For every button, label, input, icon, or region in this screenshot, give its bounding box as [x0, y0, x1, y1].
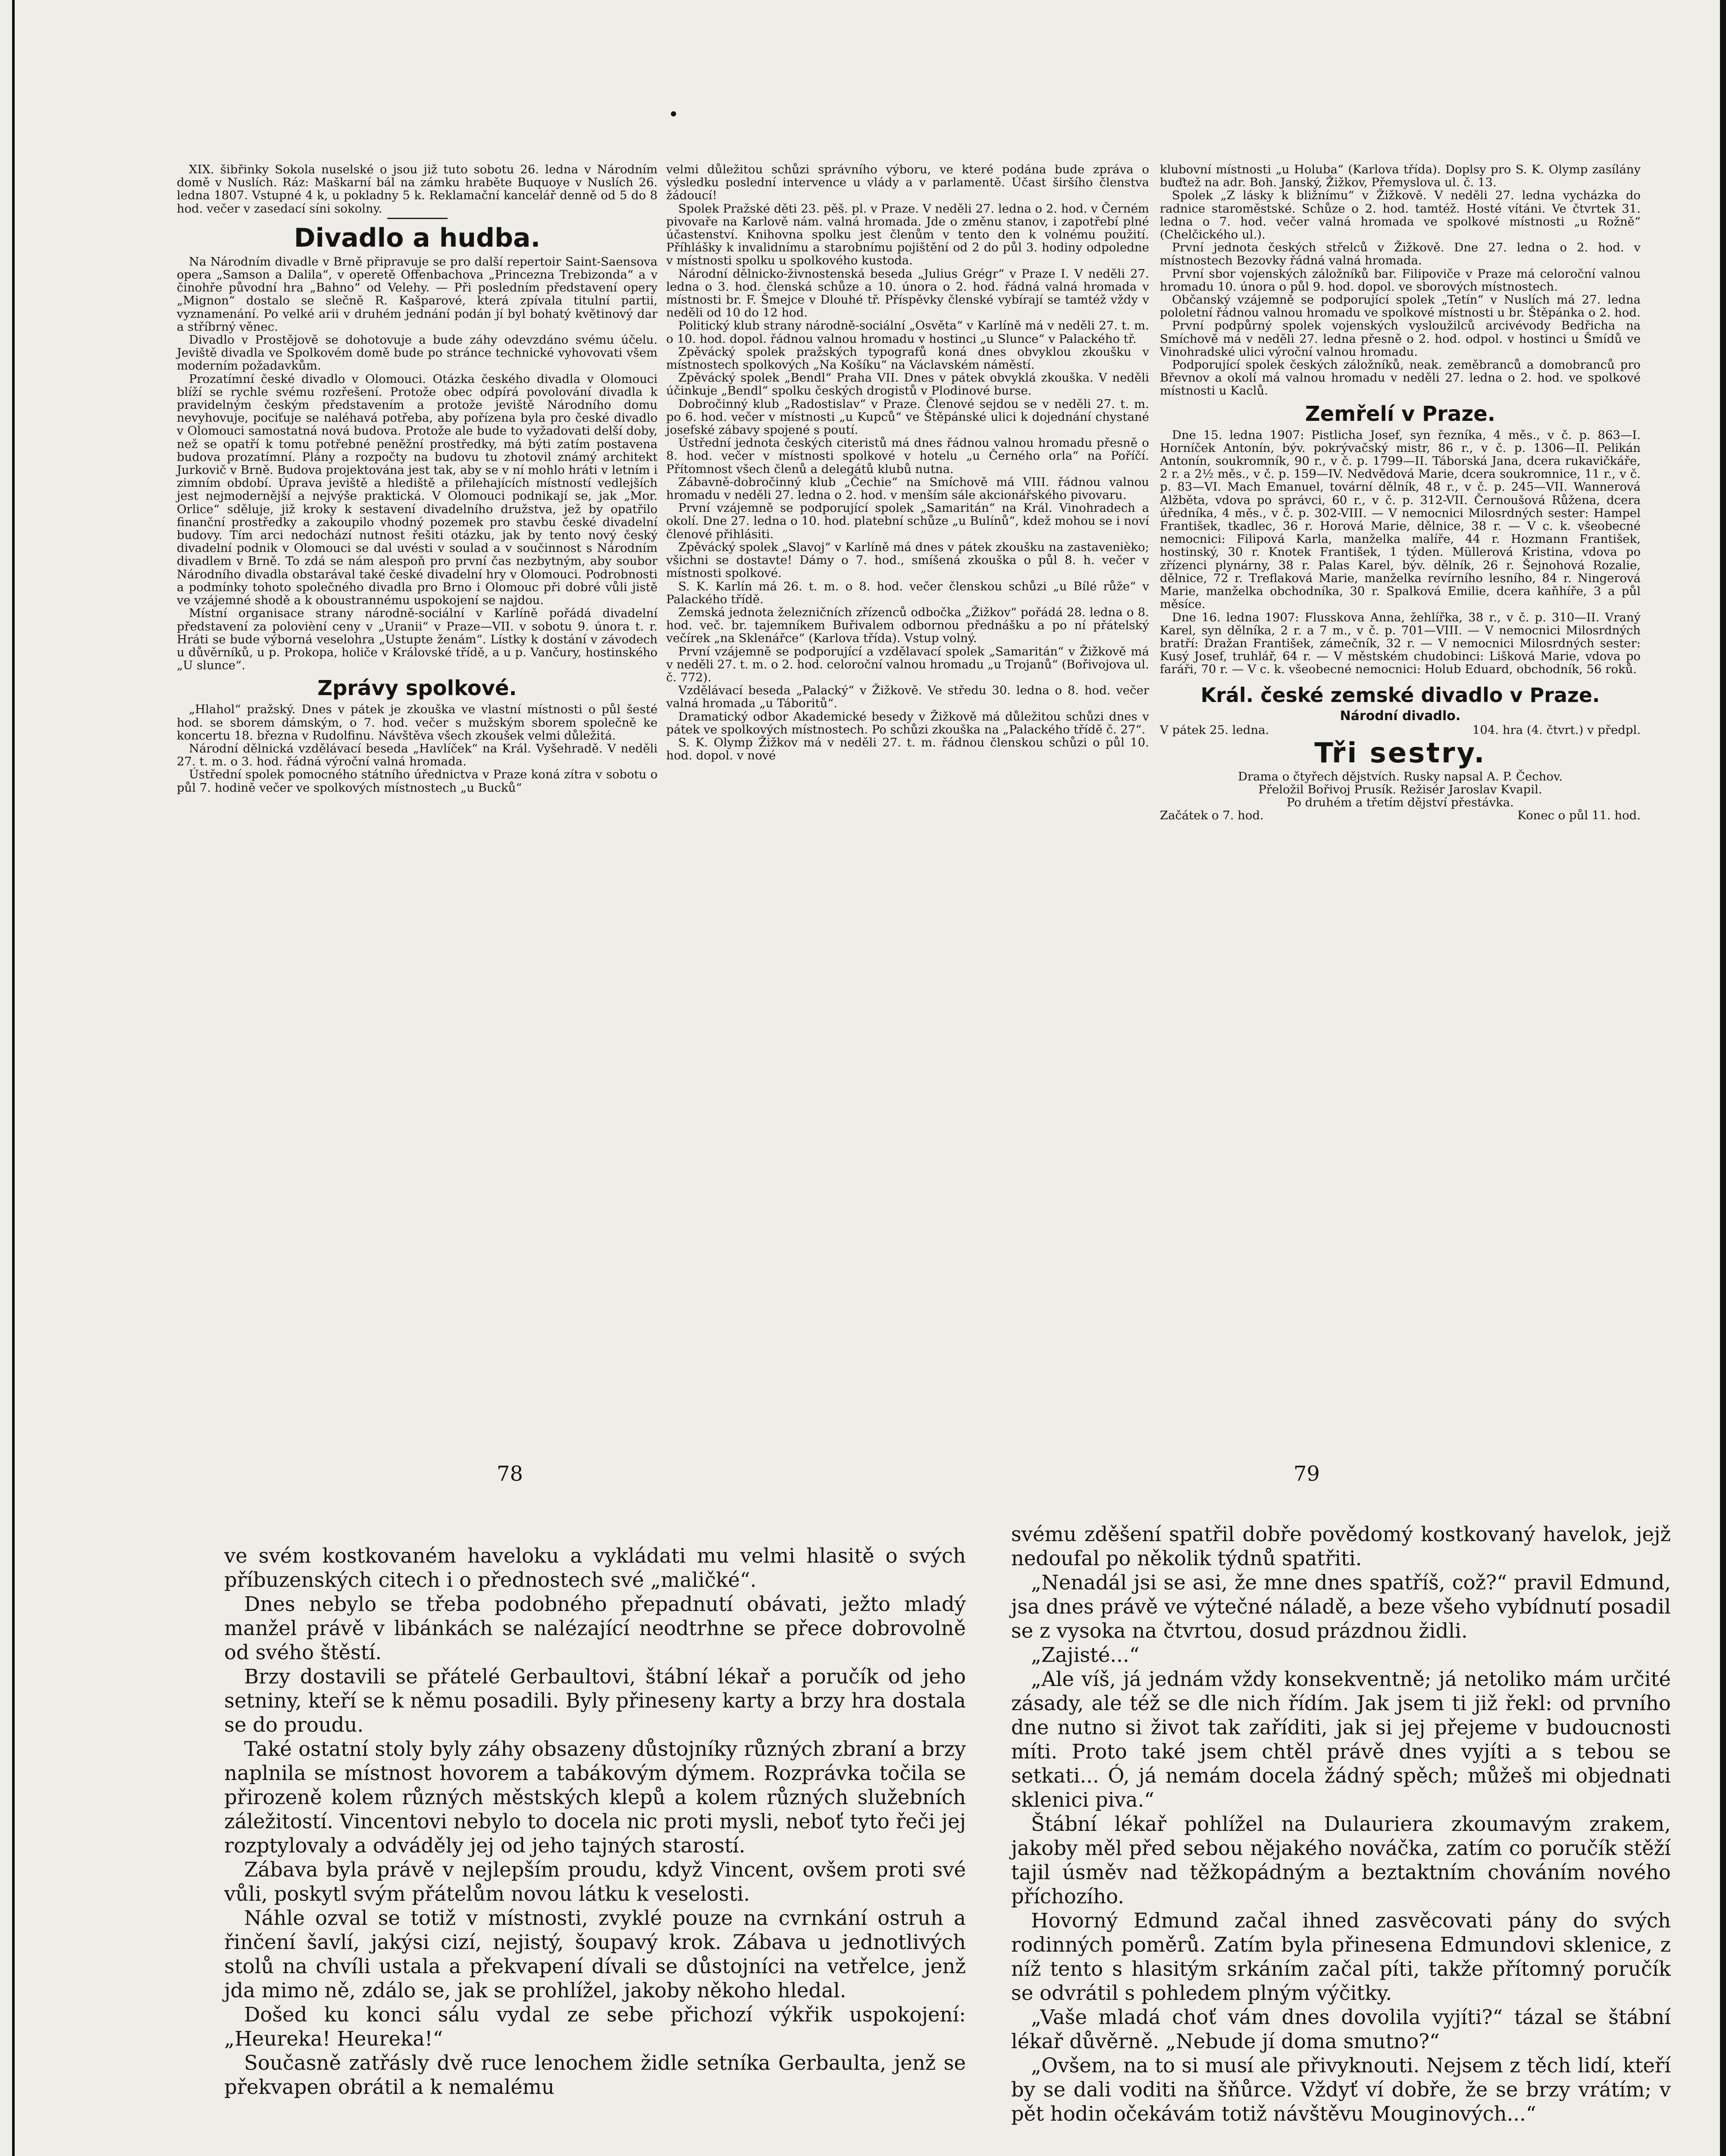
heading-zemreli: Zemřelí v Praze. [1305, 401, 1496, 426]
story-column-right [1011, 1522, 1671, 2126]
column-2 [666, 163, 1149, 762]
heading-zpravy-spolkove: Zprávy spolkové. [317, 676, 517, 701]
deaths-16-january: Dne 16. ledna 1907: Flusskova Anna, žehlířka, 38 r., v č. p. 310—II. Vraný Karel, syn dělníka, 2 r. a 7 m., v č. p. 701—VIII. — V nemocnici Milosrdných bratří: Dražan František, zámečník, 32 r. — V nemocnici Milosrdných sester: Kusý Josef, truhlář, 64 r. — V městském chudobinci: Lišková Marie, vdova po faráři, 70 r. — V c. k. všeobecné nemocnici: Holub Eduard, obchodník, 56 roků. [1160, 610, 1641, 677]
notice-prazske-deti: Spolek Pražské děti 23. pěš. pl. v Praze. V neděli 27. ledna o 2. hod. v Černém pivovaře na Karlově nám. valná hromada. Jde o změnu stanov, i zapotřebí plné účastenství. Knihovna spolku jest členům v tento den k volnému použití. Příhlášky k invalidnímu a starobnímu pojištění od 2 do půl 3. hodiny odpoledne v místnosti spolku u spolkového kustoda. [666, 201, 1149, 268]
notice-strelci: První jednota českých střelců v Žižkově. Dne 27. ledna o 2. hod. v místnostech Bezovky řádná valná hromada. [1160, 241, 1641, 268]
notice-slavoj: Zpěvácký spolek „Slavoj“ v Karlíně má dnes v pátek zkoušku na zastavenièko; všichni se dostavte! Dámy o 7. hod., smíšená zkouška o půl 8. h. večer v místnosti spolkové. [666, 540, 1149, 580]
notice-zaloznici-filipovic: První sbor vojenských záložníků bar. Filipoviče v Praze má celoroční valnou hromadu 10. února o půl 9. hod. dopol. ve sborových místnostech. [1160, 266, 1641, 294]
show-info: 104. hra (4. čtvrt.) v předpl. [1472, 723, 1641, 737]
notice-havlicek: Národní dělnická vzdělávací beseda „Havlíček“ na Král. Vyšehradě. V neděli 27. t. m. o 3. hod. řádná výroční valná hromada. [177, 741, 658, 769]
play-description: Drama o čtyřech dějstvích. Rusky napsal A. P. Čechov. [1238, 769, 1563, 783]
notice-samaritan-zizkov: První vzájemně se podporující a vzdělavací spolek „Samaritán“ v Žižkově má v neděli 27. t. m. o 2. hod. celoroční valnou hromadu „u Trojanů“ (Bořivojova ul. č. 772). [666, 644, 1149, 684]
play-title: Tři sestry. [1314, 737, 1486, 769]
story-paragraph: Štábní lékař pohlížel na Dulauriera zkoumavým zrakem, jakoby měl před sebou nějakého nováčka, zatím co poručík stěží tajil úsměv nad těžkopádným a beztaktním chováním nového příchozího. [1011, 1812, 1671, 1908]
article-brno-theatre: Na Národním divadle v Brně připravuje se pro další repertoir Saint-Saensova opera „Samson a Dalila“, v operetě Offenbachova „Princezna Trebizonda“ a v činohře původní hra „Bahno“ od Velehy. — Při posledním představení opery „Mignon“ dostalo se slečně R. Kašparové, která zpívala titulní partii, vyznamenání. Po velké arii v druhém jednání podán jí byl bohatý květinový dar a stříbrný věnec. [177, 254, 658, 334]
story-paragraph: Náhle ozval se totiž v místnosti, zvyklé pouze na cvrnkání ostruh a řinčení šavlí, jakýsi cizí, nejistý, šoupavý krok. Zábava u jednotlivých stolů na chvíli ustala a překvapení dívali se důstojníci na vetřelce, jenž jda mimo ně, zdálo se, jak se prohlížel, jakoby někoho hledal. [224, 1906, 966, 2002]
story-paragraph: „Nenadál jsi se asi, že mne dnes spatříš, což?“ pravil Edmund, jsa dnes právě ve výtečné náladě, a beze všeho vybídnutí posadil se z vysoka na čtvrtou, dosud prázdnou židli. [1011, 1571, 1671, 1642]
play-end: Konec o půl 11. hod. [1517, 808, 1641, 823]
play-times-row [1160, 809, 1641, 822]
story-paragraph: Brzy dostavili se přátelé Gerbaultovi, štábní lékař a poručík od jeho setniny, kteří se k němu posadili. Byly přineseny karty a brzy hra dostala se do proudu. [224, 1665, 966, 1736]
notice-bendl: Zpěvácký spolek „Bendl“ Praha VII. Dnes v pátek obvyklá zkouška. V neděli účinkuje „Bendl“ spolku českých drogistů v Plodinové burse. [666, 371, 1149, 398]
notice-citeriste: Ústřední jednota českých citeristů má dnes řádnou valnou hromadu přesně o 8. hod. večer v místnosti spolkové v hotelu „u Černého orla“ na Poříčí. Přítomnost všech členů a delegátů klubů nutna. [666, 436, 1149, 476]
notice-samaritan-vinohrady: První vzájemně se podporující spolek „Samaritán“ na Král. Vinohradech a okolí. Dne 27. ledna o 10. hod. platební schůze „u Bulínů“, kdež mohou se i noví členové přihlásiti. [666, 501, 1149, 541]
notice-z-lasky: Spolek „Z lásky k bližnímu“ v Žižkově. V neděli 27. ledna vycházka do radnice staroměstské. Schůze o 2. hod. tamtéž. Hosté vítáni. Ve čtvrtek 31. ledna o 7. hod. večer valná hromada ve spolkové místnosti „u Rožně“ (Chelčického ul.). [1160, 188, 1641, 242]
left-border [12, 0, 15, 2156]
notice-sk-karlin: S. K. Karlín má 26. t. m. o 8. hod. večer členskou schůzi „u Bílé růže“ v Palackého třídě. [666, 579, 1149, 606]
notice-akademicka-beseda: Dramatický odbor Akademické besedy v Žižkově má důležitou schůzi dnes v pátek ve spolkových místnostech. Po schůzi zkouška na „Palackého třídě č. 27“. [666, 709, 1149, 736]
heading-divadlo-a-hudba: Divadlo a hudba. [294, 222, 541, 253]
ink-dot [671, 111, 676, 116]
notice-brevnov: Podporující spolek českých záložníků, neak. zeměbranců a domobranců pro Břevnov a okolí má valnou hromadu v neděli 27. ledna o 2. hod. ve spolkové místnosti u Kaclů. [1160, 358, 1641, 398]
show-date: V pátek 25. ledna. [1160, 723, 1269, 737]
notice-sokol-nusle: XIX. šibřinky Sokola nuselské o jsou již tuto sobotu 26. ledna v Národním domě v Nuslích. Ráz: Maškarní bál na zámku hraběte Buquoye v Nuslích 26. ledna 1807. Vstupné 4 k, u pokladny 5 k. Reklamační kancelář denně od 5 do 8 hod. večer v zasedací síni sokolny. [177, 163, 658, 216]
notice-radostislav: Dobročinný klub „Radostislav“ v Praze. Členové sejdou se v neděli 27. t. m. po 6. hod. večer v místnosti „u Kupců“ ve Štěpánské ulici k dojednání chystané josefské zábavy spojené s poutí. [666, 397, 1149, 437]
story-paragraph: Současně zatřásly dvě ruce lenochem židle setníka Gerbaulta, jenž se překvapen obrátil a k nemalému [224, 2051, 966, 2099]
notice-osveta: Politický klub strany národně-sociální „Osvěta“ v Karlíně má v neděli 27. t. m. o 10. hod. dopol. řádnou valnou hromadu v hostinci „u Slunce“ v Palackého tř. [666, 319, 1149, 346]
notice-hlahol: „Hlahol“ pražský. Dnes v pátek je zkouška ve vlastní místnosti o půl šesté hod. se sborem dámským, o 7. hod. večer s mužským sborem společně ke koncertu 18. března v Rudolfinu. Návštěva všech zkoušek velmi důležitá. [177, 702, 658, 743]
right-border [1720, 0, 1726, 2156]
story-paragraph: „Ale víš, já jednám vždy konsekventně; já netoliko mám určité zásady, ale též se dle nich řídím. Jak jsem ti již řekl: od prvního dne nutno si život tak zaříditi, jak si jej přejeme v budoucnosti míti. Proto také jsem chtěl právě dnes vyjíti a s tebou se setkati... Ó, já nemám docela žádný spěch; můžeš mi objednati sklenici piva.“ [1011, 1667, 1671, 1811]
notice-cechie: Zábavně-dobročinný klub „Čechie“ na Smíchově má VIII. řádnou valnou hromadu v neděli 27. ledna o 2. hod. v menším sále akcionářského pivovaru. [666, 475, 1149, 502]
play-intermission: Po druhém a třetím dějství přestávka. [1287, 796, 1514, 810]
column-1 [177, 163, 658, 794]
story-paragraph: „Ovšem, na to si musí ale přivyknouti. Nejsem z těch lidí, kteří by se dali voditi na šňůrce. Vždyť ví dobře, že se brzy vrátím; v pět hodin očekávám totiž návštěvu Mouginových...“ [1011, 2054, 1671, 2125]
story-paragraph: Došed ku konci sálu vydal ze sebe přichozí výkřik uspokojení: „Heureka! Heureka!“ [224, 2003, 966, 2050]
show-date-row [1160, 724, 1641, 736]
play-translator: Přeložil Bořivoj Prusík. Režisér Jaroslav Kvapil. [1258, 782, 1542, 796]
story-paragraph: „Vaše mladá choť vám dnes dovolila vyjíti?“ tázal se štábní lékař důvěrně. „Nebude jí doma smutno?“ [1011, 2006, 1671, 2053]
notice-continuation: velmi důležitou schůzi správního výboru, ve které podána bude zpráva o výsledku poslední intervence u vlády a v parlamentě. Účast širšího členstva žádoucí! [666, 163, 1149, 203]
notice-ustredni-spolek: Ústřední spolek pomocného státního úřednictva v Praze koná zítra v sobotu o půl 7. hodině večer ve spolkových místnostech „u Bucků“ [177, 768, 658, 795]
article-karlin-organisation: Místní organisace strany národně-sociální v Karlíně pořádá divadelní představení za polovièní ceny v „Uranii“ v Praze—VII. v sobotu 9. února t. r. Hráti se bude výborná veselohra „Ustupte ženám“. Lístky k dostání v závodech u důvěrníků, u p. Prokopa, holiče v Královské třídě, a u p. Vančury, hostinského „U slunce“. [177, 606, 658, 673]
story-paragraph: ve svém kostkovaném haveloku a vykládati mu velmi hlasitě o svých příbuzenských citech i o přednostech své „maličké“. [224, 1544, 966, 1592]
play-start: Začátek o 7. hod. [1160, 808, 1264, 823]
notice-palacky: Vzdělávací beseda „Palacký“ v Žižkově. Ve středu 30. ledna o 8. hod. večer valná hromada „u Táboritů“. [666, 683, 1149, 711]
column-3 [1160, 163, 1641, 822]
page-number-left: 78 [497, 1462, 523, 1486]
story-paragraph: Hovorný Edmund začal ihned zasvěcovati pány do svých rodinných poměrů. Zatím byla přinesena Edmundovi sklenice, z níž tento s hlasitým srkáním začal píti, takže přítomný poručík se odvrátil s pohledem plným výčitky. [1011, 1909, 1671, 2005]
theatre-subtitle: Národní divadlo. [1340, 708, 1461, 724]
notice-zeleznicni: Zemská jednota železničních zřízenců odbočka „Žižkov“ pořádá 28. ledna o 8. hod. več. br. tajemníkem Buřivalem odbornou přednášku a po ní přátelský večírek „na Sklenářce“ (Karlova třída). Vstup volný. [666, 605, 1149, 646]
notice-olymp-continuation: klubovní místnosti „u Holuba“ (Karlova třída). Doplsy pro S. K. Olymp zasílány buďtež na adr. Boh. Janský, Žižkov, Přemyslova ul. č. 13. [1160, 163, 1641, 190]
story-paragraph: „Zajisté...“ [1031, 1643, 1140, 1667]
notice-julius-gregr: Národní dělnicko-živnostenská beseda „Julius Grégr“ v Praze I. V neděli 27. ledna o 3. hod. členská schůze a 10. února o 2. hod. řádná valná hromada v místnosti br. F. Šmejce v Dlouhé tř. Příspěvky členské vybírají se tamtéž vždy v neděli od 10 do 12 hod. [666, 266, 1149, 320]
story-paragraph: Také ostatní stoly byly záhy obsazeny důstojníky různých zbraní a brzy naplnila se místnost hovorem a tabákovým dýmem. Rozprávka točila se přirozeně kolem různých městských klepů a kolem různých služebních záležitostí. Vincentovi nebylo to docela nic proti mysli, neboť tyto řeči jej rozptylovaly a odváděly jej od jeho tajných starostí. [224, 1737, 966, 1857]
section-rule [387, 218, 448, 219]
story-paragraph: Zábava byla právě v nejlepším proudu, když Vincent, ovšem proti své vůli, poskytl svým přátelům novou látku k veselosti. [224, 1858, 966, 1905]
deaths-15-january: Dne 15. ledna 1907: Pistlicha Josef, syn řezníka, 4 měs., v č. p. 863—I. Horníček Antonín, býv. pokrývačský mistr, 86 r., v č. p. 1306—II. Pelikán Antonín, soukromník, 90 r., v č. p. 1799—II. Táborská Jana, dcera rukavičkáře, 2 r. a 2½ měs., v č. p. 159—IV. Nedvědová Marie, dcera soukromnice, 11 r., v č. p. 83—VI. Mach Emanuel, tovární dělník, 48 r., v č. p. 245—VII. Wannerová Alžběta, vdova po správci, 60 r., v č. p. 312-VII. Černoušová Růžena, dcera úředníka, 4 měs., v č. p. 302-VIII. — V nemocnici Milosrdných sester: Hampel František, tkadlec, 36 r. Horová Marie, dělnice, 38 r. — V c. k. všeobecné nemocnici: Filipová Karla, manželka malíře, 44 r. Hozmann František, hostinský, 30 r. Knotek František, 1 týden. Müllerová Kristina, vdova po zřízenci plynárny, 38 r. Palas Karel, býv. dělník, 26 r. Šejnohová Rozalie, dělnice, 72 r. Treflaková Marie, manželka revírního lesního, 84 r. Ningerová Marie, manželka obchodníka, 30 r. Spalková Emilie, dcera kaňhíře, 3 a půl měsíce. [1160, 428, 1641, 611]
page-number-right: 79 [1294, 1462, 1320, 1486]
notice-olymp: S. K. Olymp Žižkov má v neděli 27. t. m. řádnou členskou schůzi o půl 10. hod. dopol. v nové [666, 735, 1149, 763]
notice-vyslouzilci: První podpůrný spolek vojenských vysloužilců arcivévody Bedřicha na Smíchově má v neděli 27. ledna přesně o 2. hod. odpol. v hostinci u Šmídů ve Vinohradské ulici výroční valnou hromadu. [1160, 319, 1641, 359]
story-column-left [224, 1544, 966, 2099]
story-paragraph: svému zděšení spatřil dobře povědomý kostkovaný havelok, jejž nedoufal po několik týdnů spatřiti. [1011, 1523, 1671, 1570]
article-prostejov-theatre: Divadlo v Prostějově se dohotovuje a bude záhy odevzdáno svému účelu. Jeviště divadla ve Spolkovém domě bude po stránce technické vyhovovati všem moderním požadavkům. [177, 333, 658, 373]
heading-theatre: Král. české zemské divadlo v Praze. [1200, 683, 1600, 707]
story-paragraph: Dnes nebylo se třeba podobného přepadnutí obávati, ježto mladý manžel právě v libánkách se nalézající neodtrhne se přece dobrovolně od svého štěstí. [224, 1592, 966, 1664]
notice-tetin: Občanský vzájemně se podporující spolek „Tetín“ v Nuslích má 27. ledna pololetní řádnou valnou hromadu ve spolkové místnosti u br. Štěpánka o 2. hod. [1160, 293, 1641, 320]
article-olomouc-theatre: Prozatímní české divadlo v Olomouci. Otázka českého divadla v Olomouci blíží se rychle svému rozřešení. Protože obec odpírá povolování divadla k pravidelným českým představením a protože jeviště Národního domu nevyhovuje, pociťuje se naléhavá potřeba, aby pořízena byla pro české divadlo v Olomouci samostatná nová budova. Protože ale bude to vyžadovati delší doby, než se opatří k tomu potřebné peněžní prostředky, má býti zatím postavena budova prozatímní. Plány a rozpočty na budovu tu zhotovil známý architekt Jurkovič v Brně. Budova projektována jest tak, aby se v ní mohlo hráti v letním i zimním období. Úprava jeviště a hlediště a přilehajících místností vedlejších jest nejmodernější a nejvýše praktická. V Olomouci podnikají se, jak „Mor. Orlice“ sděluje, již kroky k sestavení divadelního družstva, jež by opatřilo finanční prostředky a zakoupilo vhodný pozemek pro stavbu české divadelní budovy. Tím arci nedochází nutnost řešiti otázku, jak by tento nový český divadelní podnik v Olomouci se dal uvésti v soulad a v součinnost s Národním divadlem v Brně. To zdá se nám alespoň pro první čas nezbytným, aby soubor Národního divadla obstarával také české divadelní hry v Olomouci. Podrobnosti a podmínky tohoto společného divadla pro Brno i Olomouc při dobré vůli jistě ve vzájemné shodě a k oboustrannému uspokojení se najdou. [177, 372, 658, 608]
notice-typografove: Zpěvácký spolek pražských typografů koná dnes obvyklou zkoušku v místnostech spolkových „Na Košíku“ na Václavském náměstí. [666, 345, 1149, 372]
